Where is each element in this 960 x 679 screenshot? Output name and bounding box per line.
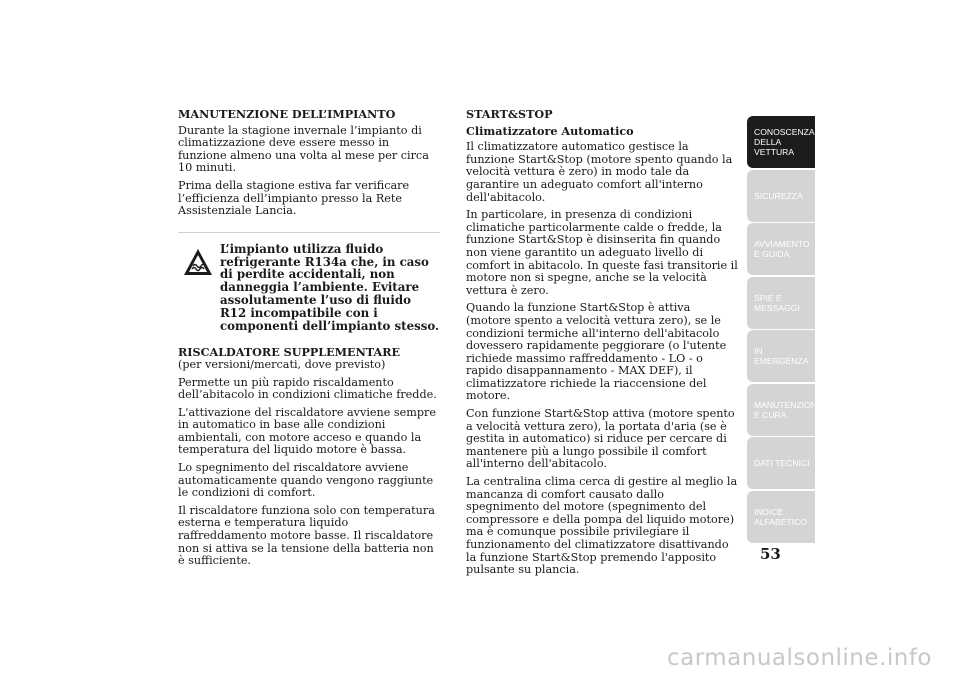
paragraph: In particolare, in presenza di condizioni climatiche particolarmente calde o fredde, la funzione Start&Stop è disinserita fin quando non viene garantito un adeguato livello di comfort in abitacolo. In queste fasi transitorie il motore non si spegne, anche se la velocità vettura è zero. [466, 208, 738, 297]
sidebar-tab-manutenzione[interactable] [747, 384, 823, 436]
paragraph: La centralina clima cerca di gestire al meglio la mancanza di comfort causato dallo spegnimento del motore (spegnimento del compressore e della pompa del liquido motore) ma è comunque possibile privilegiare il funzionamento del climatizzatore disattivando la funzione Start&Stop premendo l'apposito pulsante su plancia. [466, 475, 738, 577]
paragraph: Quando la funzione Start&Stop è attiva (motore spento a velocità vettura zero), se le condizioni termiche all'interno dell'abitacolo dovessero rapidamente peggiorare (o l'utente richiede massimo raffreddamento - LO - o rapido disappannamento - MAX DEF), il climatizzatore richiede la riaccensione del motore. [466, 301, 727, 403]
paragraph: Il riscaldatore funziona solo con temperatura esterna e temperatura liquido raffreddamento motore basse. Il riscaldatore non si attiva se la tensione della batteria non è sufficiente. [178, 503, 435, 568]
warning-divider [178, 232, 440, 233]
sidebar-tab-label: INDICE ALFABETICO [754, 506, 808, 527]
warning-block [178, 232, 440, 333]
sidebar-tab-label: CONOSCENZA DELLA VETTURA [754, 127, 815, 157]
sidebar-tab-sicurezza[interactable] [747, 170, 817, 222]
paragraph: Prima della stagione estiva far verificare l’efficienza dell’impianto presso la Rete Assistenziale Lancia. [178, 178, 410, 218]
chapter-sidebar [747, 116, 823, 544]
sidebar-tab-label: AVVIAMENTO E GUIDA [754, 239, 810, 259]
sidebar-tab-label: MANUTENZIONE E CURA [754, 399, 823, 420]
paragraph: L'attivazione del riscaldatore avviene sempre in automatico in base alle condizioni ambientali, con motore acceso e quando la temperatura del liquido motore è bassa. [178, 405, 437, 457]
heading-heater-sub: (per versioni/mercati, dove previsto) [178, 357, 386, 371]
sidebar-tab-label: IN EMERGENZA [754, 346, 809, 366]
sidebar-tab-indice[interactable] [747, 491, 817, 543]
paragraph: Lo spegnimento del riscaldatore avviene automaticamente quando vengono raggiunte le condizioni di comfort. [178, 461, 434, 500]
sidebar-tab-emergenza[interactable] [747, 330, 817, 382]
sidebar-tab-label: SPIE E MESSAGGI [754, 292, 800, 313]
paragraph: Il climatizzatore automatico gestisce la funzione Start&Stop (motore spento quando la velocità vettura è zero) in modo tale da garantire un adeguato comfort all'interno dell'abitacolo. [466, 140, 733, 204]
heading-start-stop: START&STOP [466, 107, 553, 121]
right-column [466, 108, 738, 582]
sidebar-tab-spie[interactable] [747, 277, 817, 329]
heading-auto-climate: Climatizzatore Automatico [466, 123, 634, 138]
paragraph: Permette un più rapido riscaldamento dell’abitacolo in condizioni climatiche fredde. [178, 375, 437, 402]
sidebar-tab-label: DATI TECNICI [754, 458, 810, 468]
paragraph: Durante la stagione invernale l’impianto di climatizzazione deve essere messo in funzione almeno una volta al mese per circa 10 minuti. [178, 123, 429, 175]
warning-text: L’impianto utilizza fluido refrigerante R134a che, in caso di perdite accidentali, non danneggia l’ambiente. Evitare assolutamente l’uso di fluido R12 incompatibile con i componenti dell’impianto stesso. [220, 241, 440, 333]
watermark: carmanualsonline.info [666, 645, 932, 671]
sidebar-tab-label: SICUREZZA [754, 190, 803, 201]
left-column [178, 108, 440, 573]
page-number: 53 [760, 545, 781, 563]
environment-warning-icon [182, 247, 214, 277]
sidebar-tab-avviamento[interactable] [747, 223, 817, 275]
heading-maintenance: MANUTENZIONE DELL’IMPIANTO [178, 107, 396, 121]
sidebar-tab-conoscenza[interactable] [747, 116, 817, 168]
sidebar-tab-dati-tecnici[interactable] [747, 437, 817, 489]
heading-heater: RISCALDATORE SUPPLEMENTARE [178, 345, 401, 360]
paragraph: Con funzione Start&Stop attiva (motore spento a velocità vettura zero), la portata d'aria (se è gestita in automatico) si riduce per cercare di mantenere più a lungo possibile il comfort all'interno dell'abitacolo. [466, 407, 735, 471]
